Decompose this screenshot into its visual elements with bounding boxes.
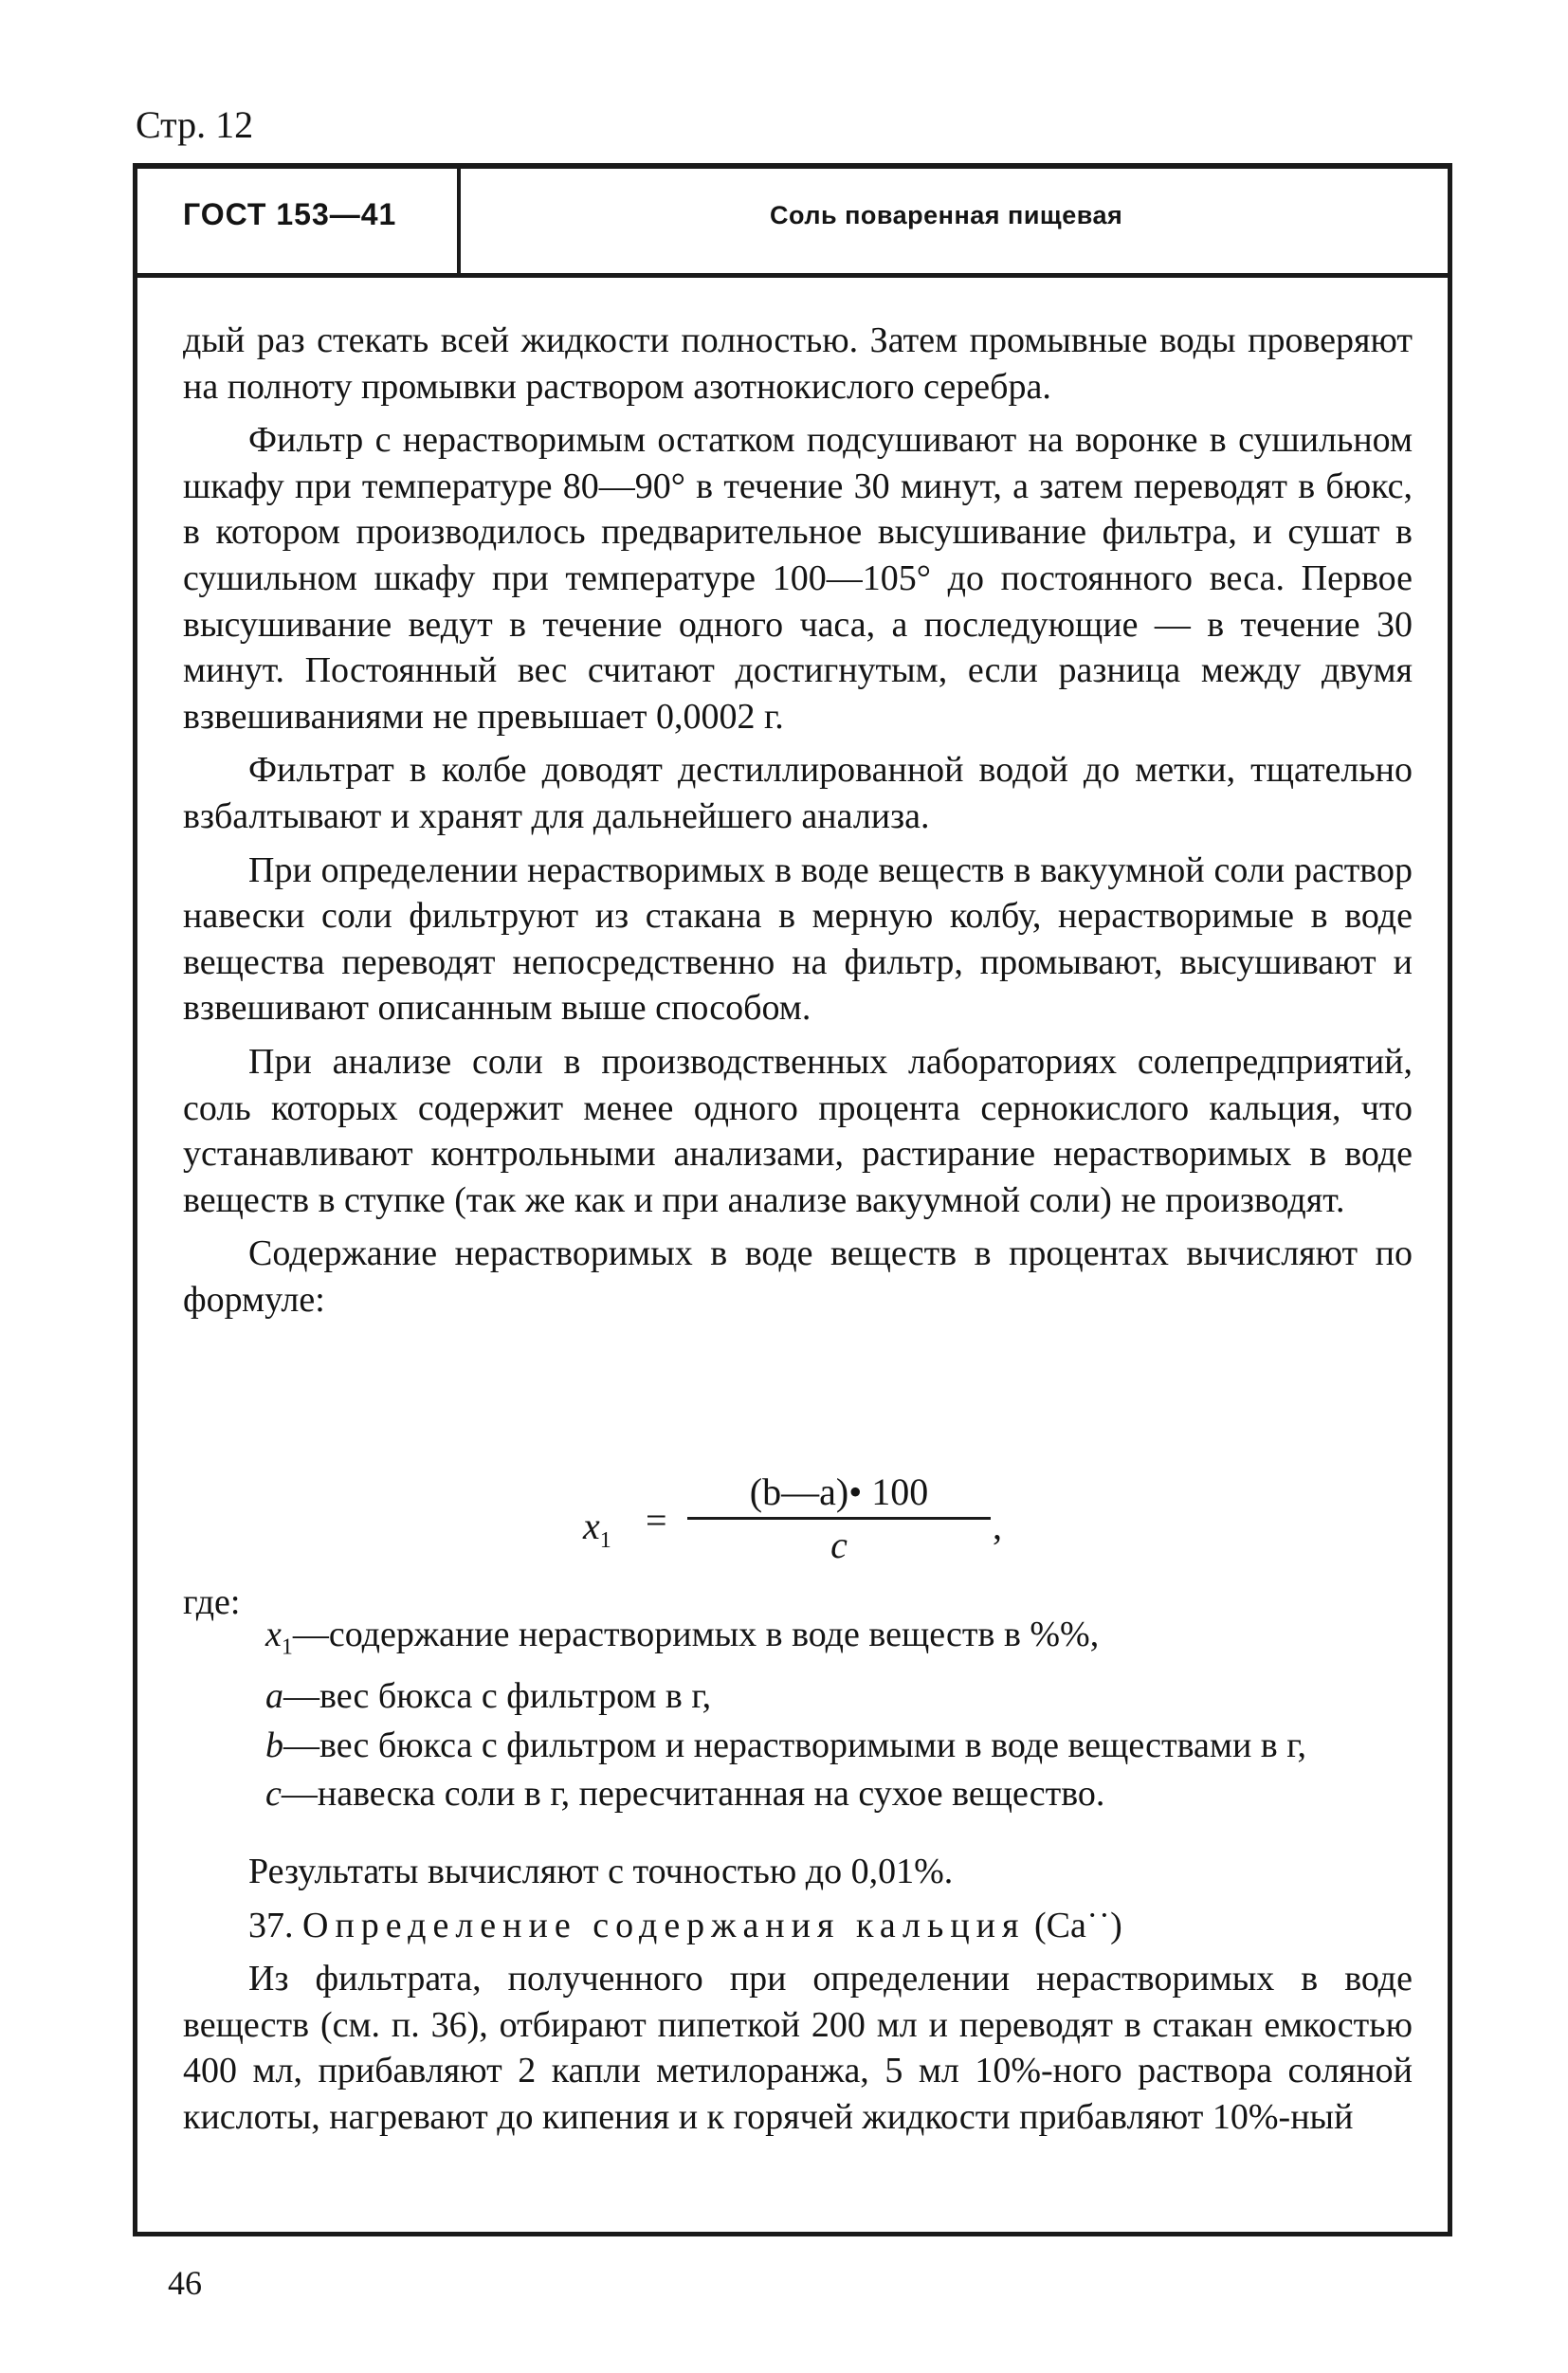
legend-symbol: x (265, 1615, 282, 1654)
legend-text: —вес бюкса с фильтром и нерастворимыми в воде веществами в г, (283, 1725, 1307, 1765)
section-heading-text: Определение содержания кальция (302, 1905, 1026, 1945)
paragraph-production-labs: При анализе соли в производственных лабораториях солепредприятий, соль которых содержит менее одного процента сернокислого кальция, что устанавливают контрольными анализами, растирание нерастворимых в воде веществ в ступке (так же как и при анализе вакуумной соли) не производят. (183, 1041, 1413, 1220)
page-reference: Стр. 12 (136, 103, 254, 146)
legend-symbol: a (265, 1676, 283, 1717)
formula-legend (265, 1612, 1413, 1820)
paragraph-continuation: дый раз стекать всей жидкости полностью. Затем промывные воды проверяют на полноту промывки раствором азотнокислого серебра. (183, 320, 1413, 407)
legend-item (265, 1673, 1413, 1720)
document-title: Соль поваренная пищевая (770, 201, 1123, 229)
section-heading (183, 1903, 1413, 1949)
paragraph-filtrate: Фильтрат в колбе доводят дестиллированной водой до метки, тщательно взбалтывают и хранят для дальнейшего анализа. (183, 750, 1413, 836)
formula (555, 1469, 1000, 1574)
frame-left-border (133, 163, 137, 2236)
legend-text: —содержание нерастворимых в воде веществ в %%, (292, 1615, 1100, 1654)
paragraph-filter-drying: Фильтр с нерастворимым остатком подсушивают на воронке в сушильном шкафу при температуре 80—90° в течение 30 минут, а затем переводят в бюкс, в котором производилось предварительное высушивание фильтра, и сушат в сушильном шкафу при температуре 100—105° до постоянного веса. Первое высушивание ведут в течение одного часа, а последующие — в течение 30 минут. Постоянный вес считают достигнутым, если разница между двумя взвешиваниями не превышает 0,0002 г. (183, 420, 1413, 737)
legend-symbol: b (265, 1725, 283, 1765)
where-label: где: (183, 1582, 241, 1622)
frame-bottom-border (133, 2232, 1452, 2236)
section-paragraph: Из фильтрата, полученного при определении нерастворимых в воде веществ (см. п. 36), отбирают пипеткой 200 мл и переводят в стакан емкостью 400 мл, прибавляют 2 капли метилоранжа, 5 мл 10%-ного раствора соляной кислоты, нагревают до кипения и к горячей жидкости прибавляют 10%-ный (183, 1959, 1413, 2137)
formula-denominator: c (830, 1524, 848, 1566)
standard-code: ГОСТ 153—41 (183, 197, 397, 231)
legend-item (265, 1771, 1413, 1817)
paragraph-vacuum-salt: При определении нерастворимых в воде веществ в вакуумной соли раствор навески соли фильтруют из стакана в мерную колбу, нерастворимые в воде вещества переводят непосредственно на фильтр, промывают, высушивают и взвешивают описанным выше способом. (183, 849, 1413, 1029)
formula-equals: = (646, 1499, 667, 1542)
legend-text: —вес бюкса с фильтром в г, (283, 1676, 712, 1717)
frame-top-border (133, 163, 1452, 169)
formula-lhs-var: x (583, 1505, 600, 1547)
results-note: Результаты вычисляют с точностью до 0,01%. (248, 1852, 954, 1891)
formula-comma: , (993, 1505, 1002, 1547)
body-text-block (183, 318, 1413, 1323)
formula-lhs (583, 1504, 611, 1554)
header-divider (457, 169, 461, 273)
formula-numerator: (b—a)• 100 (749, 1470, 929, 1513)
formula-lhs-sub: 1 (599, 1528, 611, 1553)
legend-item (265, 1723, 1413, 1769)
legend-symbol: c (265, 1774, 282, 1815)
body-text-block-2 (183, 1849, 1413, 2141)
frame-right-border (1448, 163, 1452, 2236)
legend-item (265, 1612, 1413, 1670)
section-heading-suffix: (Ca˙˙) (1025, 1905, 1122, 1945)
legend-symbol-sub: 1 (281, 1634, 293, 1660)
header-rule (137, 273, 1448, 278)
page-number: 46 (168, 2264, 202, 2302)
fraction-bar (687, 1517, 991, 1520)
legend-text: —навеска соли в г, пересчитанная на сухое вещество. (281, 1774, 1105, 1815)
paragraph-formula-intro: Содержание нерастворимых в воде веществ в процентах вычисляют по формуле: (183, 1233, 1413, 1320)
section-number: 37. (248, 1905, 294, 1945)
